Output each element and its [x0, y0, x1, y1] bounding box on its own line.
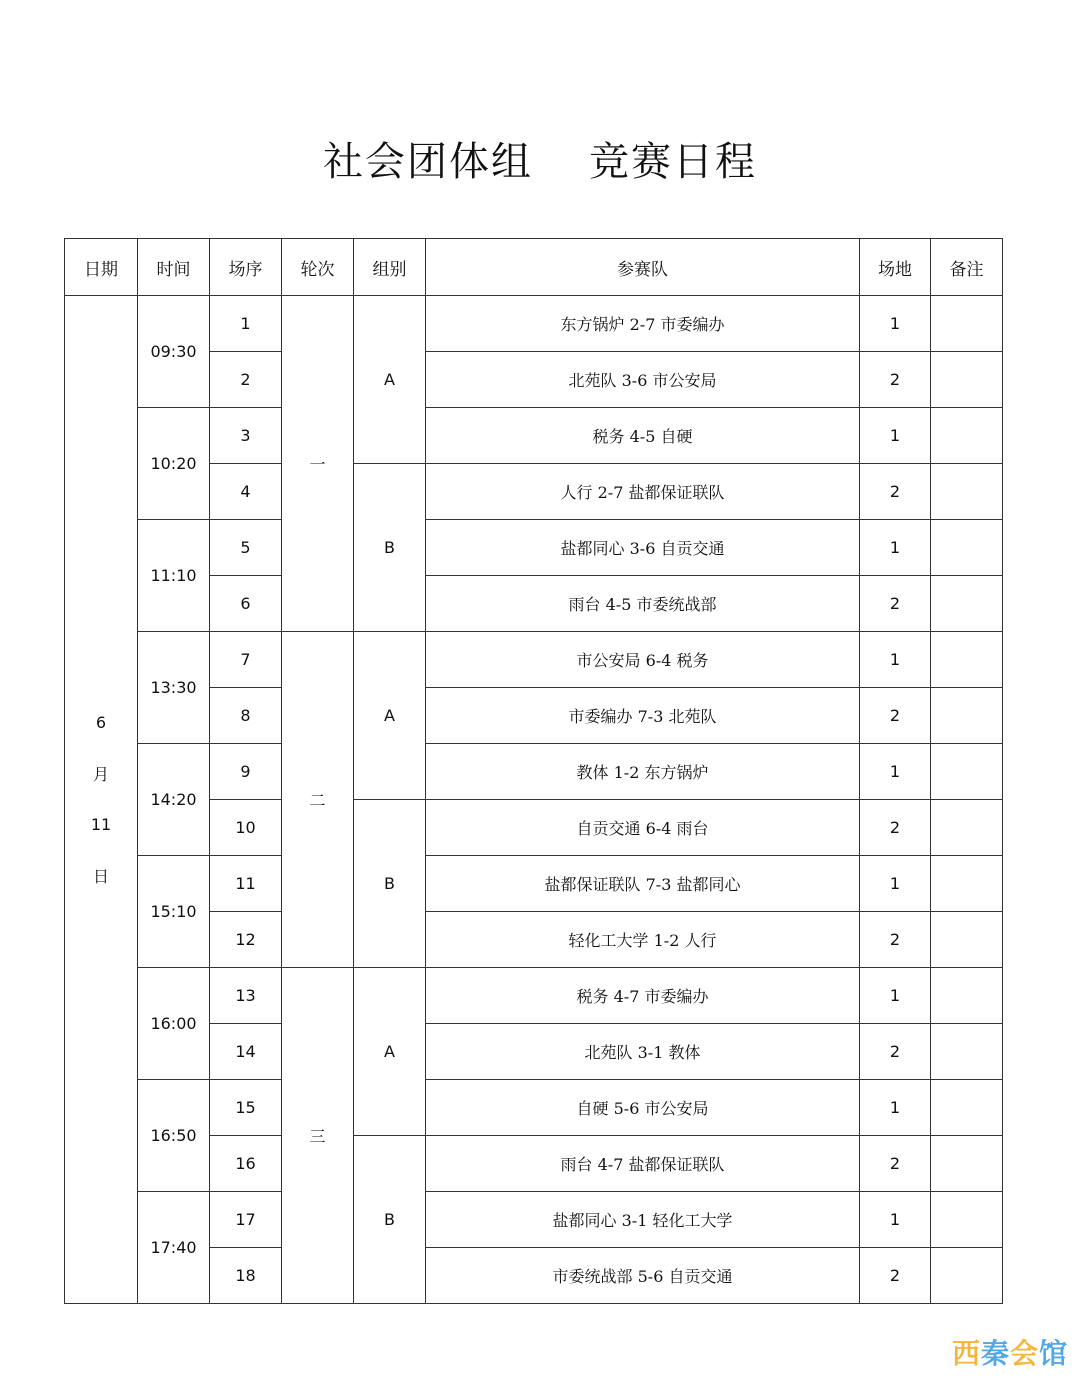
table-row	[65, 520, 1003, 576]
header-order: 场序	[210, 239, 282, 296]
header-venue: 场地	[860, 239, 931, 296]
time-cell: 15:10	[138, 856, 210, 968]
date-day-num: 11	[90, 814, 112, 834]
round-cell: 一	[282, 296, 354, 632]
watermark-char: 会	[1009, 1337, 1039, 1370]
venue-cell: 1	[860, 856, 931, 912]
note-cell	[931, 520, 1003, 576]
note-cell	[931, 1248, 1003, 1304]
teams-cell: 北苑队 3-6 市公安局	[426, 352, 860, 408]
watermark-char: 馆	[1038, 1337, 1068, 1370]
note-cell	[931, 576, 1003, 632]
venue-cell: 1	[860, 632, 931, 688]
title-part2: 竞赛日程	[589, 139, 757, 185]
order-cell: 15	[210, 1080, 282, 1136]
note-cell	[931, 800, 1003, 856]
header-group: 组别	[354, 239, 426, 296]
teams-cell: 税务 4-7 市委编办	[426, 968, 860, 1024]
group-cell: A	[354, 632, 426, 800]
venue-cell: 2	[860, 576, 931, 632]
venue-cell: 2	[860, 1136, 931, 1192]
teams-cell: 雨台 4-7 盐都保证联队	[426, 1136, 860, 1192]
venue-cell: 1	[860, 408, 931, 464]
note-cell	[931, 1136, 1003, 1192]
order-cell: 10	[210, 800, 282, 856]
table-row	[65, 856, 1003, 912]
order-cell: 9	[210, 744, 282, 800]
venue-cell: 1	[860, 968, 931, 1024]
order-cell: 2	[210, 352, 282, 408]
header-time: 时间	[138, 239, 210, 296]
venue-cell: 1	[860, 1192, 931, 1248]
teams-cell: 市委编办 7-3 北苑队	[426, 688, 860, 744]
table-row	[65, 296, 1003, 352]
venue-cell: 2	[860, 1248, 931, 1304]
date-month-num: 6	[95, 712, 107, 732]
time-cell: 11:10	[138, 520, 210, 632]
note-cell	[931, 408, 1003, 464]
time-cell: 09:30	[138, 296, 210, 408]
order-cell: 4	[210, 464, 282, 520]
round-cell: 三	[282, 968, 354, 1304]
time-cell: 17:40	[138, 1192, 210, 1304]
order-cell: 8	[210, 688, 282, 744]
order-cell: 17	[210, 1192, 282, 1248]
header-teams: 参赛队	[426, 239, 860, 296]
teams-cell: 盐都同心 3-1 轻化工大学	[426, 1192, 860, 1248]
time-cell: 16:00	[138, 968, 210, 1080]
venue-cell: 2	[860, 1024, 931, 1080]
venue-cell: 1	[860, 296, 931, 352]
watermark-logo	[952, 1332, 1068, 1372]
header-row	[65, 239, 1003, 296]
teams-cell: 人行 2-7 盐都保证联队	[426, 464, 860, 520]
order-cell: 18	[210, 1248, 282, 1304]
note-cell	[931, 352, 1003, 408]
date-cell	[65, 296, 138, 1304]
teams-cell: 盐都同心 3-6 自贡交通	[426, 520, 860, 576]
order-cell: 7	[210, 632, 282, 688]
note-cell	[931, 1024, 1003, 1080]
date-month: 月	[92, 764, 109, 784]
header-round: 轮次	[282, 239, 354, 296]
group-cell: A	[354, 296, 426, 464]
note-cell	[931, 464, 1003, 520]
group-cell: A	[354, 968, 426, 1136]
date-day: 日	[92, 866, 109, 886]
order-cell: 5	[210, 520, 282, 576]
venue-cell: 2	[860, 800, 931, 856]
teams-cell: 轻化工大学 1-2 人行	[426, 912, 860, 968]
order-cell: 11	[210, 856, 282, 912]
table-row	[65, 1192, 1003, 1248]
table-row	[65, 968, 1003, 1024]
table-row	[65, 1080, 1003, 1136]
teams-cell: 东方锅炉 2-7 市委编办	[426, 296, 860, 352]
teams-cell: 盐都保证联队 7-3 盐都同心	[426, 856, 860, 912]
teams-cell: 自贡交通 6-4 雨台	[426, 800, 860, 856]
order-cell: 12	[210, 912, 282, 968]
watermark-char: 西	[951, 1337, 981, 1370]
note-cell	[931, 744, 1003, 800]
note-cell	[931, 296, 1003, 352]
header-date: 日期	[65, 239, 138, 296]
teams-cell: 自硬 5-6 市公安局	[426, 1080, 860, 1136]
table-row	[65, 408, 1003, 464]
header-note: 备注	[931, 239, 1003, 296]
note-cell	[931, 968, 1003, 1024]
order-cell: 3	[210, 408, 282, 464]
page-title	[0, 130, 1080, 187]
time-cell: 14:20	[138, 744, 210, 856]
venue-cell: 2	[860, 688, 931, 744]
title-part1: 社会团体组	[323, 139, 533, 185]
order-cell: 16	[210, 1136, 282, 1192]
note-cell	[931, 1080, 1003, 1136]
watermark-char: 秦	[980, 1337, 1010, 1370]
teams-cell: 雨台 4-5 市委统战部	[426, 576, 860, 632]
note-cell	[931, 1192, 1003, 1248]
time-cell: 13:30	[138, 632, 210, 744]
note-cell	[931, 856, 1003, 912]
note-cell	[931, 688, 1003, 744]
group-cell: B	[354, 1136, 426, 1304]
teams-cell: 北苑队 3-1 教体	[426, 1024, 860, 1080]
round-cell: 二	[282, 632, 354, 968]
time-cell: 10:20	[138, 408, 210, 520]
venue-cell: 1	[860, 520, 931, 576]
venue-cell: 2	[860, 912, 931, 968]
note-cell	[931, 912, 1003, 968]
teams-cell: 市公安局 6-4 税务	[426, 632, 860, 688]
venue-cell: 2	[860, 464, 931, 520]
group-cell: B	[354, 800, 426, 968]
venue-cell: 1	[860, 1080, 931, 1136]
teams-cell: 教体 1-2 东方锅炉	[426, 744, 860, 800]
order-cell: 6	[210, 576, 282, 632]
note-cell	[931, 632, 1003, 688]
order-cell: 1	[210, 296, 282, 352]
teams-cell: 税务 4-5 自硬	[426, 408, 860, 464]
schedule-table	[64, 238, 1003, 1304]
table-row	[65, 744, 1003, 800]
order-cell: 13	[210, 968, 282, 1024]
order-cell: 14	[210, 1024, 282, 1080]
table-row	[65, 632, 1003, 688]
venue-cell: 2	[860, 352, 931, 408]
group-cell: B	[354, 464, 426, 632]
time-cell: 16:50	[138, 1080, 210, 1192]
teams-cell: 市委统战部 5-6 自贡交通	[426, 1248, 860, 1304]
venue-cell: 1	[860, 744, 931, 800]
